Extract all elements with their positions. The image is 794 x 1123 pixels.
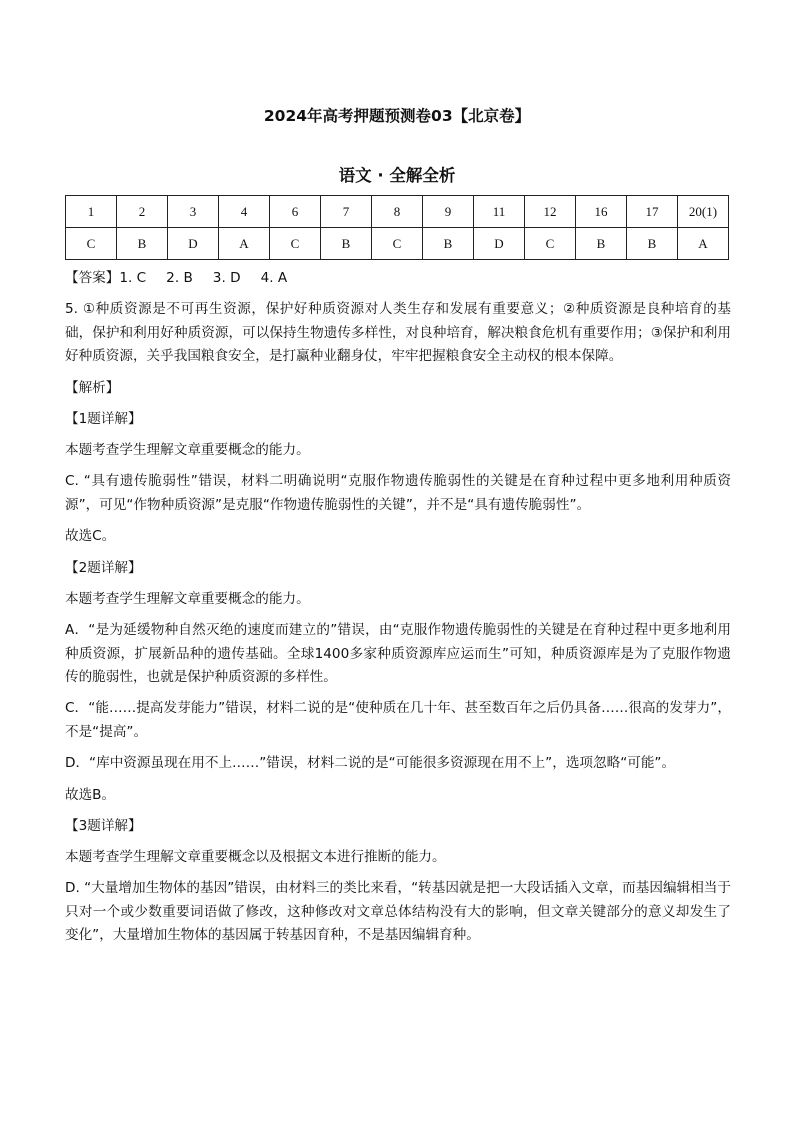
paragraph: 本题考查学生理解文章重要概念的能力。 xyxy=(65,590,310,607)
answer-cell: A xyxy=(678,228,729,260)
paragraph: C. “具有遗传脆弱性”错误，材料二明确说明“克服作物遗传脆弱性的关键是在育种过程中更多地利用种质资源”，可见“作物种质资源”是克服“作物遗传脆弱性的关键”，并不是“具有遗传脆弱性”。 xyxy=(65,473,731,513)
paragraph: 故选B。 xyxy=(65,786,116,803)
question-cell: 1 xyxy=(66,196,117,228)
answer-cell: C xyxy=(372,228,423,260)
paragraph: 本题考查学生理解文章重要概念的能力。 xyxy=(65,442,310,459)
answer-table-answer-row xyxy=(66,228,729,260)
paragraph: 5. ①种质资源是不可再生资源，保护好种质资源对人类生存和发展有重要意义；②种质资源是良种培育的基础，保护和利用好种质资源，可以保持生物遗传多样性，对良种培育，解决粮食危机有重要作用；③保护和利用好种质资源，关乎我国粮食安全，是打赢种业翻身仗，牢牢把握粮食安全主动权的根本保障。 xyxy=(65,301,731,365)
question-cell: 3 xyxy=(168,196,219,228)
answer-cell: D xyxy=(474,228,525,260)
answer-table-question-row xyxy=(66,196,729,228)
page-subtitle: 语文 · 全解全析 xyxy=(338,166,456,185)
answer-cell: D xyxy=(168,228,219,260)
answer-item: 1. C xyxy=(119,270,147,286)
answer-cell: B xyxy=(117,228,168,260)
paragraph: C．“能……提高发芽能力”错误，材料二说的是“使种质在几十年、甚至数百年之后仍具备……很高的发芽力”，不是“提高”。 xyxy=(65,700,731,740)
section-heading: 【2题详解】 xyxy=(65,559,142,576)
section-heading: 【3题详解】 xyxy=(65,817,142,834)
answer-table xyxy=(65,195,729,260)
answer-label: 【答案】 xyxy=(65,270,120,286)
question-cell: 12 xyxy=(525,196,576,228)
answer-cell: C xyxy=(525,228,576,260)
question-cell: 20(1) xyxy=(678,196,729,228)
answer-cell: B xyxy=(321,228,372,260)
paragraph: 故选C。 xyxy=(65,528,116,545)
question-cell: 6 xyxy=(270,196,321,228)
answer-cell: A xyxy=(219,228,270,260)
answer-cell: C xyxy=(270,228,321,260)
answer-item: 4. A xyxy=(260,270,288,286)
question-cell: 9 xyxy=(423,196,474,228)
section-heading: 【1题详解】 xyxy=(65,410,142,427)
question-cell: 2 xyxy=(117,196,168,228)
page-title: 2024年高考押题预测卷03【北京卷】 xyxy=(263,107,531,125)
question-cell: 17 xyxy=(627,196,678,228)
question-cell: 4 xyxy=(219,196,270,228)
answer-cell: B xyxy=(423,228,474,260)
paragraph: D．“库中资源虽现在用不上……”错误，材料二说的是“可能很多资源现在用不上”，选项忽略“可能”。 xyxy=(65,755,676,772)
answer-item: 3. D xyxy=(212,270,241,286)
paragraph: 本题考查学生理解文章重要概念以及根据文本进行推断的能力。 xyxy=(65,849,446,866)
answer-item: 2. B xyxy=(166,270,193,286)
paragraph: D. “大量增加生物体的基因”错误，由材料三的类比来看，“转基因就是把一大段话插入文章，而基因编辑相当于只对一个或少数重要词语做了修改，这种修改对文章总体结构没有大的影响，但文章关键部分的意义却发生了变化”，大量增加生物体的基因属于转基因育种，不是基因编辑育种。 xyxy=(65,880,731,944)
question-cell: 11 xyxy=(474,196,525,228)
answer-cell: B xyxy=(627,228,678,260)
paragraph: A．“是为延缓物种自然灭绝的速度而建立的”错误，由“克服作物遗传脆弱性的关键是在育种过程中更多地利用种质资源，扩展新品种的遗传基础。全球1400多家种质资源库应运而生”可知，种质资源库是为了克服作物遗传的脆弱性，也就是保护种质资源的多样性。 xyxy=(65,622,731,686)
answer-line xyxy=(65,267,731,291)
question-cell: 8 xyxy=(372,196,423,228)
question-cell: 7 xyxy=(321,196,372,228)
section-heading: 【解析】 xyxy=(65,379,120,396)
question-cell: 16 xyxy=(576,196,627,228)
answer-cell: C xyxy=(66,228,117,260)
answer-cell: B xyxy=(576,228,627,260)
analysis-body xyxy=(65,267,731,956)
